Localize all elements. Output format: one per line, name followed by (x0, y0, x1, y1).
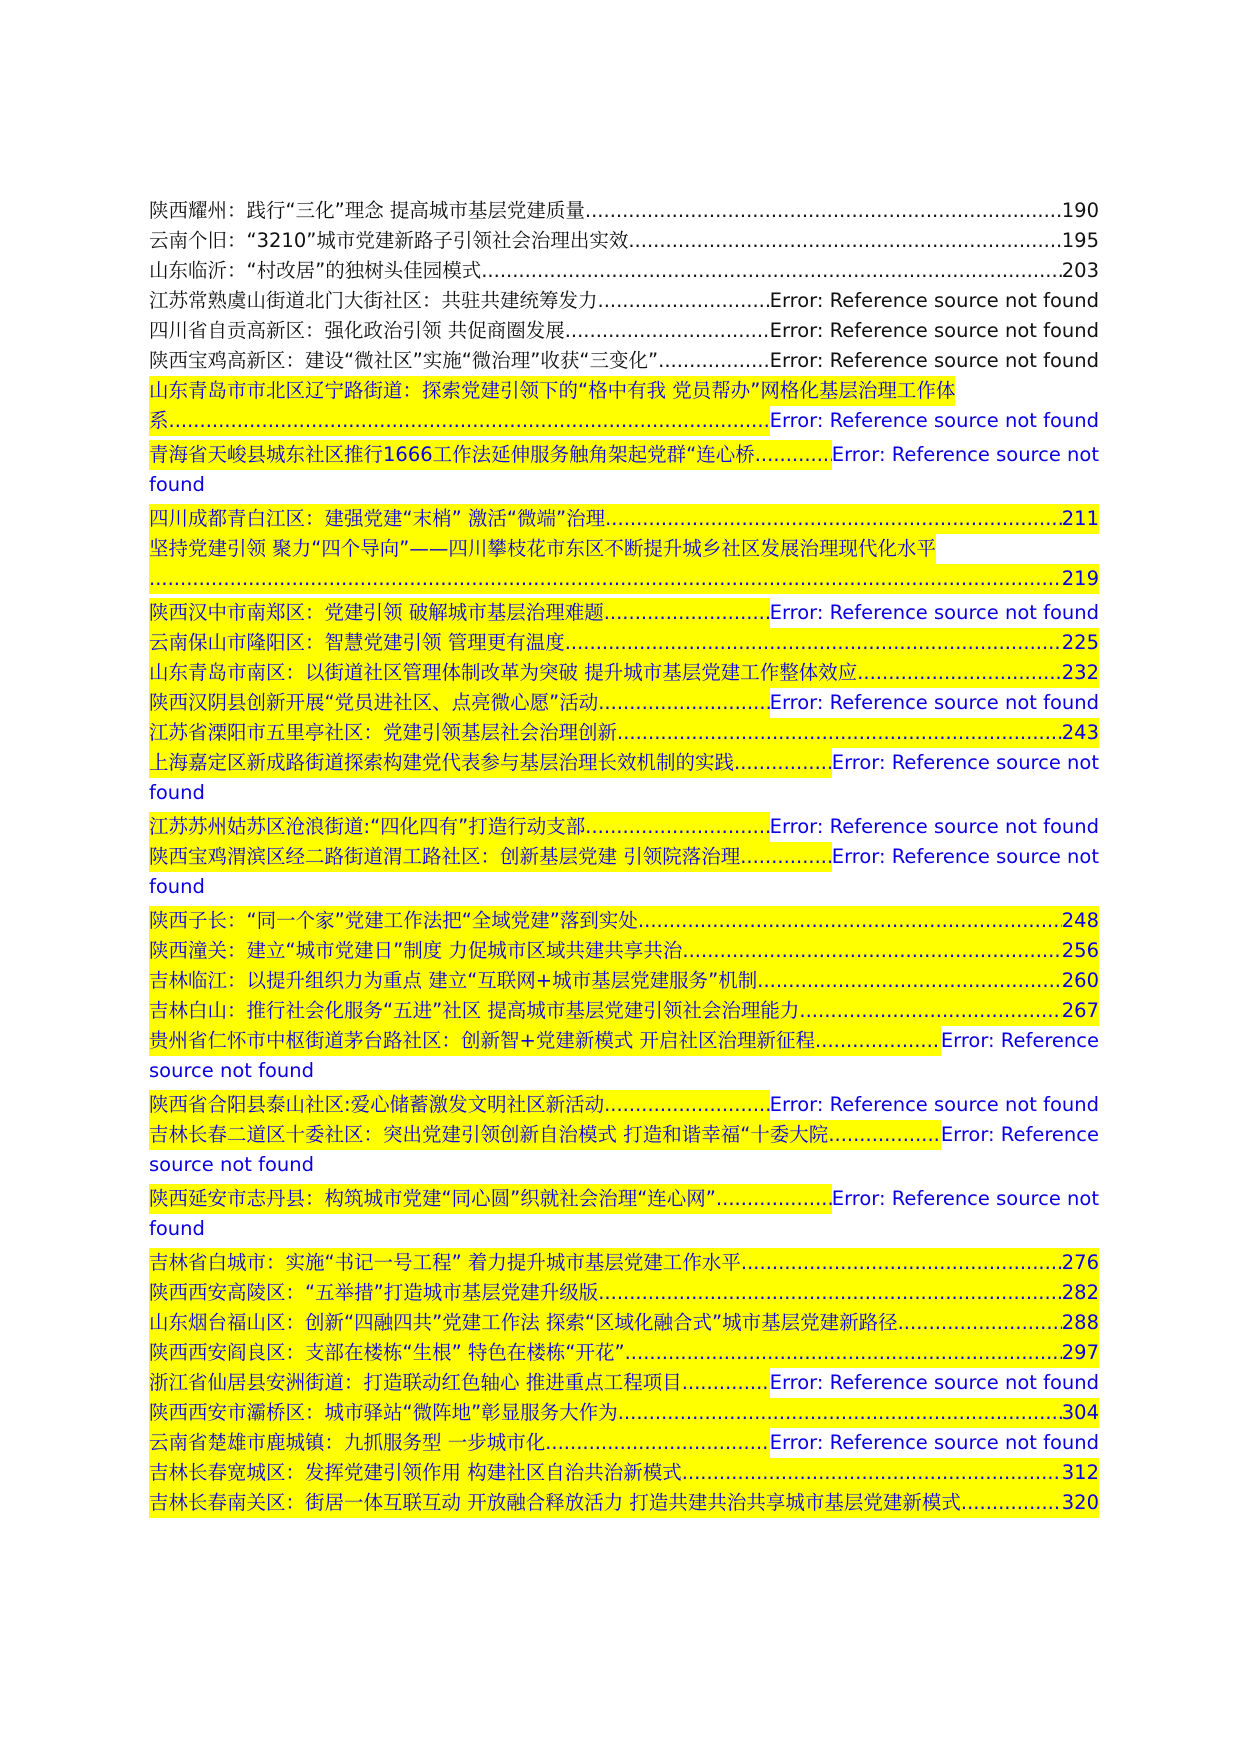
toc-entry-title[interactable]: 陕西省合阳县泰山社区:爱心储蓄激发文明社区新活动 (149, 1090, 604, 1120)
dot-leader (628, 226, 1061, 256)
page-number[interactable]: 225 (1062, 628, 1099, 658)
toc-entry-title[interactable]: 陕西子长：“同一个家”党建工作法把“全域党建”落到实处 (149, 906, 638, 936)
error-reference-text-continued: found (149, 1217, 205, 1240)
toc-entry[interactable] (149, 842, 1099, 902)
toc-entry-title[interactable]: 江苏省溧阳市五里亭社区：党建引领基层社会治理创新 (149, 718, 617, 748)
toc-entry[interactable] (149, 1308, 1099, 1338)
toc-entry[interactable] (149, 966, 1099, 996)
dot-leader (757, 966, 1062, 996)
toc-row[interactable] (149, 842, 1099, 872)
dot-leader (585, 812, 769, 842)
toc-row[interactable] (149, 966, 1099, 996)
toc-row[interactable] (149, 440, 1099, 470)
toc-row[interactable] (149, 1338, 1099, 1368)
toc-entry[interactable] (149, 812, 1099, 842)
toc-entry[interactable] (149, 534, 1099, 594)
toc-entry[interactable] (149, 1428, 1099, 1458)
dot-leader (598, 688, 769, 718)
page-number[interactable]: 243 (1062, 718, 1099, 748)
toc-entry[interactable] (149, 226, 1099, 256)
error-reference-text: Error: Reference source not found (769, 409, 1099, 432)
toc-row[interactable] (149, 628, 1099, 658)
page-number[interactable]: 276 (1062, 1248, 1099, 1278)
page-number[interactable]: 260 (1062, 966, 1099, 996)
dot-leader (857, 658, 1062, 688)
dot-leader (799, 996, 1061, 1026)
dot-leader (716, 1184, 832, 1214)
dot-leader (682, 1458, 1062, 1488)
dot-leader (545, 1428, 769, 1458)
toc-entry-title[interactable]: 吉林长春南关区：街居一体互联互动 开放融合释放活力 打造共建共治共享城市基层党建新模式 (149, 1488, 961, 1518)
toc-row[interactable] (149, 1026, 1099, 1056)
toc-row[interactable] (149, 316, 1099, 346)
page-number[interactable]: 211 (1062, 504, 1099, 534)
toc-row[interactable] (149, 1278, 1099, 1308)
toc-entry[interactable] (149, 1368, 1099, 1398)
toc-row[interactable] (149, 598, 1099, 628)
toc-entry-title[interactable]: 上海嘉定区新成路街道探索构建党代表参与基层治理长效机制的实践 (149, 748, 734, 778)
toc-row[interactable] (149, 906, 1099, 936)
toc-entry-title[interactable]: 山东烟台福山区：创新“四融四共”党建工作法 探索“区域化融合式”城市基层党建新路径 (149, 1308, 898, 1338)
toc-row[interactable] (149, 226, 1099, 256)
toc-row[interactable] (149, 256, 1099, 286)
toc-entry[interactable] (149, 346, 1099, 376)
dot-leader (585, 196, 1062, 226)
page-number[interactable]: 256 (1062, 936, 1099, 966)
error-reference-text-continued: source not found (149, 1059, 314, 1082)
toc-entry[interactable] (149, 598, 1099, 628)
toc-row[interactable] (149, 376, 1099, 406)
toc-row[interactable] (149, 1368, 1099, 1398)
toc-entry[interactable] (149, 1488, 1099, 1518)
toc-entry[interactable] (149, 1248, 1099, 1278)
error-reference-text: Error: Reference source not found (769, 1371, 1099, 1394)
dot-leader (149, 564, 1062, 594)
dot-leader (598, 1278, 1062, 1308)
toc-entry-title[interactable]: 四川成都青白江区：建强党建“末梢” 激活“微端”治理 (149, 504, 605, 534)
toc-row[interactable] (149, 534, 1099, 564)
toc-entry-title[interactable]: 云南保山市隆阳区：智慧党建引领 管理更有温度 (149, 628, 565, 658)
toc-entry-title[interactable]: 江苏苏州姑苏区沧浪街道:“四化四有”打造行动支部 (149, 812, 585, 842)
toc-entry-title[interactable]: 陕西西安市灞桥区：城市驿站“微阵地”彰显服务大作为 (149, 1398, 618, 1428)
dot-leader (741, 1248, 1062, 1278)
toc-entry-title[interactable]: 陕西汉阴县创新开展“党员进社区、点亮微心愿”活动 (149, 688, 598, 718)
toc-entry-title[interactable]: 吉林长春二道区十委社区：突出党建引领创新自治模式 打造和谐幸福“十委大院 (149, 1120, 828, 1150)
error-reference-text: Error: Reference source not (831, 845, 1099, 868)
toc-entry[interactable] (149, 906, 1099, 936)
page-number[interactable]: 312 (1062, 1458, 1099, 1488)
page-number[interactable]: 320 (1062, 1488, 1099, 1518)
error-reference-text: Error: Reference source not found (769, 1431, 1099, 1454)
toc-row[interactable] (149, 812, 1099, 842)
toc-row[interactable] (149, 286, 1099, 316)
error-reference-text: Error: Reference source not found (769, 815, 1099, 838)
error-reference-text: Error: Reference source not (831, 443, 1099, 466)
toc-entry-title[interactable]: 陕西潼关：建立“城市党建日”制度 力促城市区域共建共享共治 (149, 936, 682, 966)
error-reference-text: Error: Reference source not found (769, 319, 1099, 342)
dot-leader (734, 748, 832, 778)
toc-row[interactable] (149, 564, 1099, 594)
toc-row[interactable] (149, 196, 1099, 226)
dot-leader (658, 346, 770, 376)
dot-leader (169, 406, 770, 436)
dot-leader (828, 1120, 941, 1150)
page-number[interactable]: 288 (1062, 1308, 1099, 1338)
toc-entry[interactable] (149, 316, 1099, 346)
page-number[interactable]: 304 (1062, 1398, 1099, 1428)
toc-entry-title[interactable]: 四川省自贡高新区：强化政治引领 共促商圈发展 (149, 319, 565, 342)
toc-row[interactable] (149, 718, 1099, 748)
toc-row[interactable] (149, 406, 1099, 436)
error-reference-text: Error: Reference source not found (769, 1093, 1099, 1116)
toc-entry-title[interactable]: 青海省天峻县城东社区推行1666工作法延伸服务触角架起党群“连心桥 (149, 440, 755, 470)
toc-entry-title[interactable]: 吉林长春宽城区：发挥党建引领作用 构建社区自治共治新模式 (149, 1458, 682, 1488)
toc-entry-title[interactable]: 坚持党建引领 聚力“四个导向”——四川攀枝花市东区不断提升城乡社区发展治理现代化水平 (149, 534, 936, 564)
toc-row[interactable] (149, 1248, 1099, 1278)
toc-entry[interactable] (149, 996, 1099, 1026)
page-number[interactable]: 190 (1061, 199, 1099, 222)
toc-entry[interactable] (149, 748, 1099, 808)
page-number[interactable]: 232 (1062, 658, 1099, 688)
toc-entry-title[interactable]: 陕西汉中市南郑区：党建引领 破解城市基层治理难题 (149, 598, 604, 628)
toc-entry[interactable] (149, 658, 1099, 688)
toc-entry[interactable] (149, 718, 1099, 748)
error-reference-text: Error: Reference source not found (769, 349, 1099, 372)
error-reference-text: Error: Reference source not found (769, 691, 1099, 714)
toc-row[interactable] (149, 1090, 1099, 1120)
toc-entry[interactable] (149, 440, 1099, 500)
toc-entry-title[interactable]: 山东临沂：“村改居”的独树头佳园模式 (149, 259, 482, 282)
toc-row[interactable] (149, 688, 1099, 718)
toc-entry-title[interactable]: 陕西宝鸡渭滨区经二路街道渭工路社区：创新基层党建 引领院落治理 (149, 842, 740, 872)
toc-entry[interactable] (149, 1120, 1099, 1180)
toc-entry-title[interactable]: 陕西西安阎良区：支部在楼栋“生根” 特色在楼栋“开花” (149, 1338, 625, 1368)
page-number[interactable]: 267 (1062, 996, 1099, 1026)
toc-entry[interactable] (149, 1458, 1099, 1488)
toc-entry[interactable] (149, 256, 1099, 286)
toc-entry-title[interactable]: 吉林白山：推行社会化服务“五进”社区 提高城市基层党建引领社会治理能力 (149, 996, 799, 1026)
error-reference-text: Error: Reference (940, 1123, 1099, 1146)
toc-entry-title[interactable]: 吉林省白城市：实施“书记一号工程” 着力提升城市基层党建工作水平 (149, 1248, 741, 1278)
toc-entry-title[interactable]: 江苏常熟虞山街道北门大街社区：共驻共建统筹发力 (149, 289, 598, 312)
toc-entry-title[interactable]: 云南个旧：“3210”城市党建新路子引领社会治理出实效 (149, 229, 629, 252)
toc-row[interactable] (149, 1308, 1099, 1338)
toc-entry-title[interactable]: 浙江省仙居县安洲街道：打造联动红色轴心 推进重点工程项目 (149, 1368, 682, 1398)
dot-leader (815, 1026, 941, 1056)
toc-row[interactable] (149, 346, 1099, 376)
toc-entry-title[interactable]: 陕西延安市志丹县：构筑城市党建“同心圆”织就社会治理“连心网” (149, 1184, 716, 1214)
toc-row[interactable] (149, 1488, 1099, 1518)
toc-entry-title[interactable]: 云南省楚雄市鹿城镇：九抓服务型 一步城市化 (149, 1428, 545, 1458)
dot-leader (682, 1368, 770, 1398)
toc-row[interactable] (149, 1458, 1099, 1488)
toc-entry[interactable] (149, 1398, 1099, 1428)
toc-row[interactable] (149, 1428, 1099, 1458)
toc-entry[interactable] (149, 196, 1099, 226)
dot-leader (740, 842, 832, 872)
toc-entry[interactable] (149, 504, 1099, 534)
error-reference-text: Error: Reference source not (831, 1187, 1099, 1210)
toc-row[interactable] (149, 658, 1099, 688)
toc-entry-title-continued[interactable]: 系 (149, 406, 169, 436)
dot-leader (618, 1398, 1062, 1428)
toc-entry[interactable] (149, 936, 1099, 966)
toc-row[interactable] (149, 504, 1099, 534)
toc-row[interactable] (149, 1120, 1099, 1150)
error-reference-text: Error: Reference source not found (769, 601, 1099, 624)
error-reference-text-continued: found (149, 875, 205, 898)
toc-entry[interactable] (149, 688, 1099, 718)
dot-leader (682, 936, 1061, 966)
toc-entry-title[interactable]: 山东青岛市南区：以街道社区管理体制改革为突破 提升城市基层党建工作整体效应 (149, 658, 857, 688)
toc-row[interactable] (149, 936, 1099, 966)
error-reference-text-continued: found (149, 781, 205, 804)
toc-entry-title[interactable]: 山东青岛市市北区辽宁路街道：探索党建引领下的“格中有我 党员帮办”网格化基层治理工作体 (149, 376, 955, 406)
dot-leader (638, 906, 1062, 936)
error-reference-text-continued: source not found (149, 1153, 314, 1176)
dot-leader (604, 598, 770, 628)
toc-entry[interactable] (149, 1278, 1099, 1308)
toc-entry-title[interactable]: 陕西宝鸡高新区：建设“微社区”实施“微治理”收获“三变化” (149, 349, 659, 372)
dot-leader (565, 316, 770, 346)
error-reference-text-continued: found (149, 473, 205, 496)
dot-leader (598, 286, 770, 316)
error-reference-text: Error: Reference source not (831, 751, 1099, 774)
dot-leader (604, 1090, 770, 1120)
toc-entry[interactable] (149, 1184, 1099, 1244)
toc-row[interactable] (149, 1398, 1099, 1428)
dot-leader (565, 628, 1062, 658)
toc-entry-title[interactable]: 陕西耀州：践行“三化”理念 提高城市基层党建质量 (149, 199, 585, 222)
dot-leader (605, 504, 1062, 534)
page-number[interactable]: 203 (1061, 259, 1099, 282)
error-reference-text: Error: Reference (940, 1029, 1099, 1052)
toc-row[interactable] (149, 996, 1099, 1026)
dot-leader (481, 256, 1062, 286)
dot-leader (898, 1308, 1062, 1338)
toc-entry[interactable] (149, 628, 1099, 658)
toc-entry[interactable] (149, 286, 1099, 316)
error-reference-text: Error: Reference source not found (769, 289, 1099, 312)
toc-entry[interactable] (149, 376, 1099, 436)
table-of-contents (149, 196, 1099, 1518)
toc-row[interactable] (149, 1184, 1099, 1214)
dot-leader (625, 1338, 1062, 1368)
toc-entry[interactable] (149, 1338, 1099, 1368)
toc-entry-title[interactable]: 陕西西安高陵区：“五举措”打造城市基层党建升级版 (149, 1278, 598, 1308)
toc-entry-title[interactable]: 吉林临江：以提升组织力为重点 建立“互联网+城市基层党建服务”机制 (149, 966, 757, 996)
page-number[interactable]: 219 (1062, 564, 1099, 594)
dot-leader (961, 1488, 1062, 1518)
page-number[interactable]: 195 (1061, 229, 1099, 252)
toc-entry[interactable] (149, 1026, 1099, 1086)
toc-row[interactable] (149, 748, 1099, 778)
page-number[interactable]: 282 (1062, 1278, 1099, 1308)
toc-entry[interactable] (149, 1090, 1099, 1120)
toc-entry-title[interactable]: 贵州省仁怀市中枢街道茅台路社区：创新智+党建新模式 开启社区治理新征程 (149, 1026, 815, 1056)
page-number[interactable]: 248 (1062, 906, 1099, 936)
dot-leader (617, 718, 1062, 748)
dot-leader (755, 440, 832, 470)
page-number[interactable]: 297 (1062, 1338, 1099, 1368)
